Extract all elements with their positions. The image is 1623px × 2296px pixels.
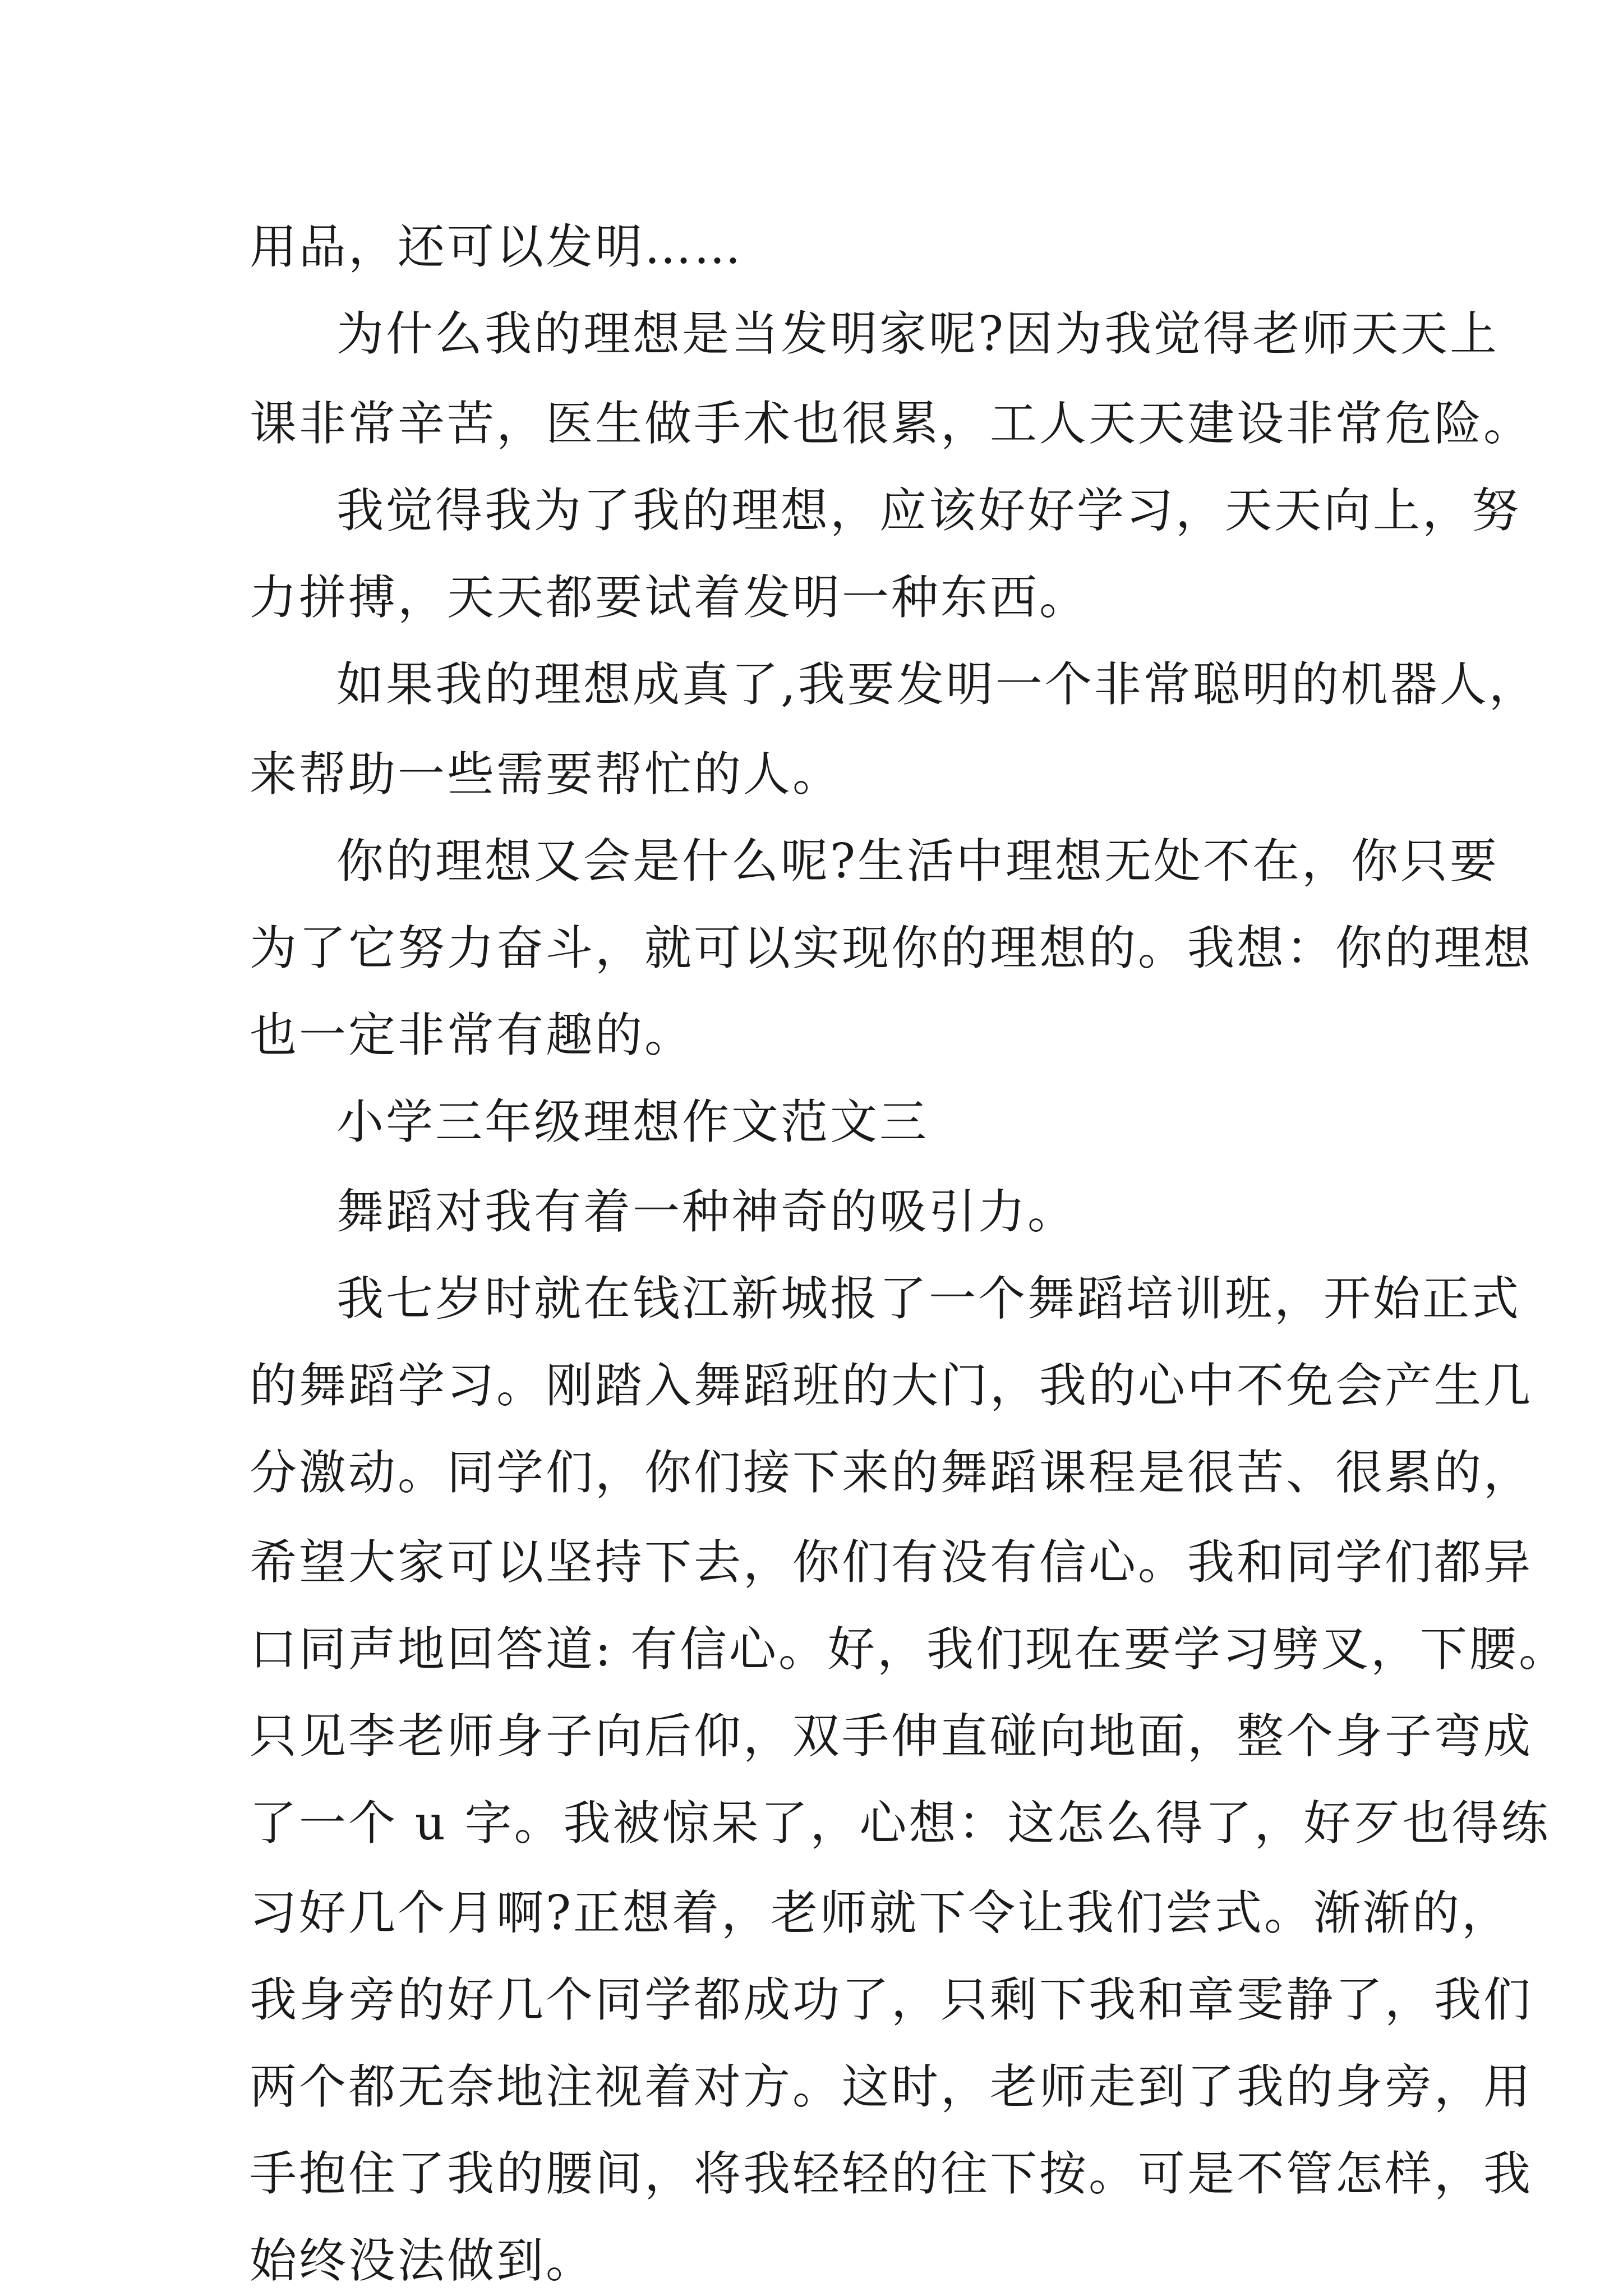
text-line: 习好几个月啊?正想着，老师就下令让我们尝式。渐渐的， xyxy=(250,1885,1511,1940)
text-line: 也一定非常有趣的。 xyxy=(250,1007,694,1062)
text-line: 的舞蹈学习。刚踏入舞蹈班的大门，我的心中不免会产生几 xyxy=(250,1358,1533,1413)
text-line: 为什么我的理想是当发明家呢?因为我觉得老师天天上 xyxy=(336,306,1500,361)
text-line: 我七岁时就在钱江新城报了一个舞蹈培训班，开始正式 xyxy=(336,1271,1521,1326)
text-line: 只见李老师身子向后仰，双手伸直碰向地面，整个身子弯成 xyxy=(250,1709,1533,1764)
text-line: 我觉得我为了我的理想，应该好好学习，天天向上，努 xyxy=(336,483,1521,538)
text-line: 来帮助一些需要帮忙的人。 xyxy=(250,747,842,802)
text-line: 如果我的理想成真了,我要发明一个非常聪明的机器人， xyxy=(336,657,1538,712)
text-line: 课非常辛苦，医生做手术也很累，工人天天建设非常危险。 xyxy=(250,396,1533,451)
text-line: 为了它努力奋斗，就可以实现你的理想的。我想：你的理想 xyxy=(250,921,1533,976)
text-line: 舞蹈对我有着一种神奇的吸引力。 xyxy=(336,1184,1077,1239)
text-line: 希望大家可以坚持下去，你们有没有信心。我和同学们都异 xyxy=(250,1535,1533,1590)
text-line: 我身旁的好几个同学都成功了，只剩下我和章雯静了，我们 xyxy=(250,1972,1533,2027)
text-line: 两个都无奈地注视着对方。这时，老师走到了我的身旁，用 xyxy=(250,2059,1533,2114)
text-line: 力拼搏，天天都要试着发明一种东西。 xyxy=(250,570,1089,625)
section-heading: 小学三年级理想作文范文三 xyxy=(336,1094,929,1149)
text-line: 口同声地回答道: 有信心。好，我们现在要学习劈叉，下腰。 xyxy=(250,1622,1569,1677)
text-line: 手抱住了我的腰间，将我轻轻的往下按。可是不管怎样，我 xyxy=(250,2146,1533,2201)
text-line: 始终没法做到。 xyxy=(250,2233,596,2288)
text-line: 用品，还可以发明…… xyxy=(250,219,744,274)
text-line: 你的理想又会是什么呢?生活中理想无处不在，你只要 xyxy=(336,834,1500,889)
text-line: 了一个 u 字。我被惊呆了，心想：这怎么得了，好歹也得练 xyxy=(250,1796,1551,1851)
text-line: 分激动。同学们，你们接下来的舞蹈课程是很苦、很累的， xyxy=(250,1445,1533,1500)
